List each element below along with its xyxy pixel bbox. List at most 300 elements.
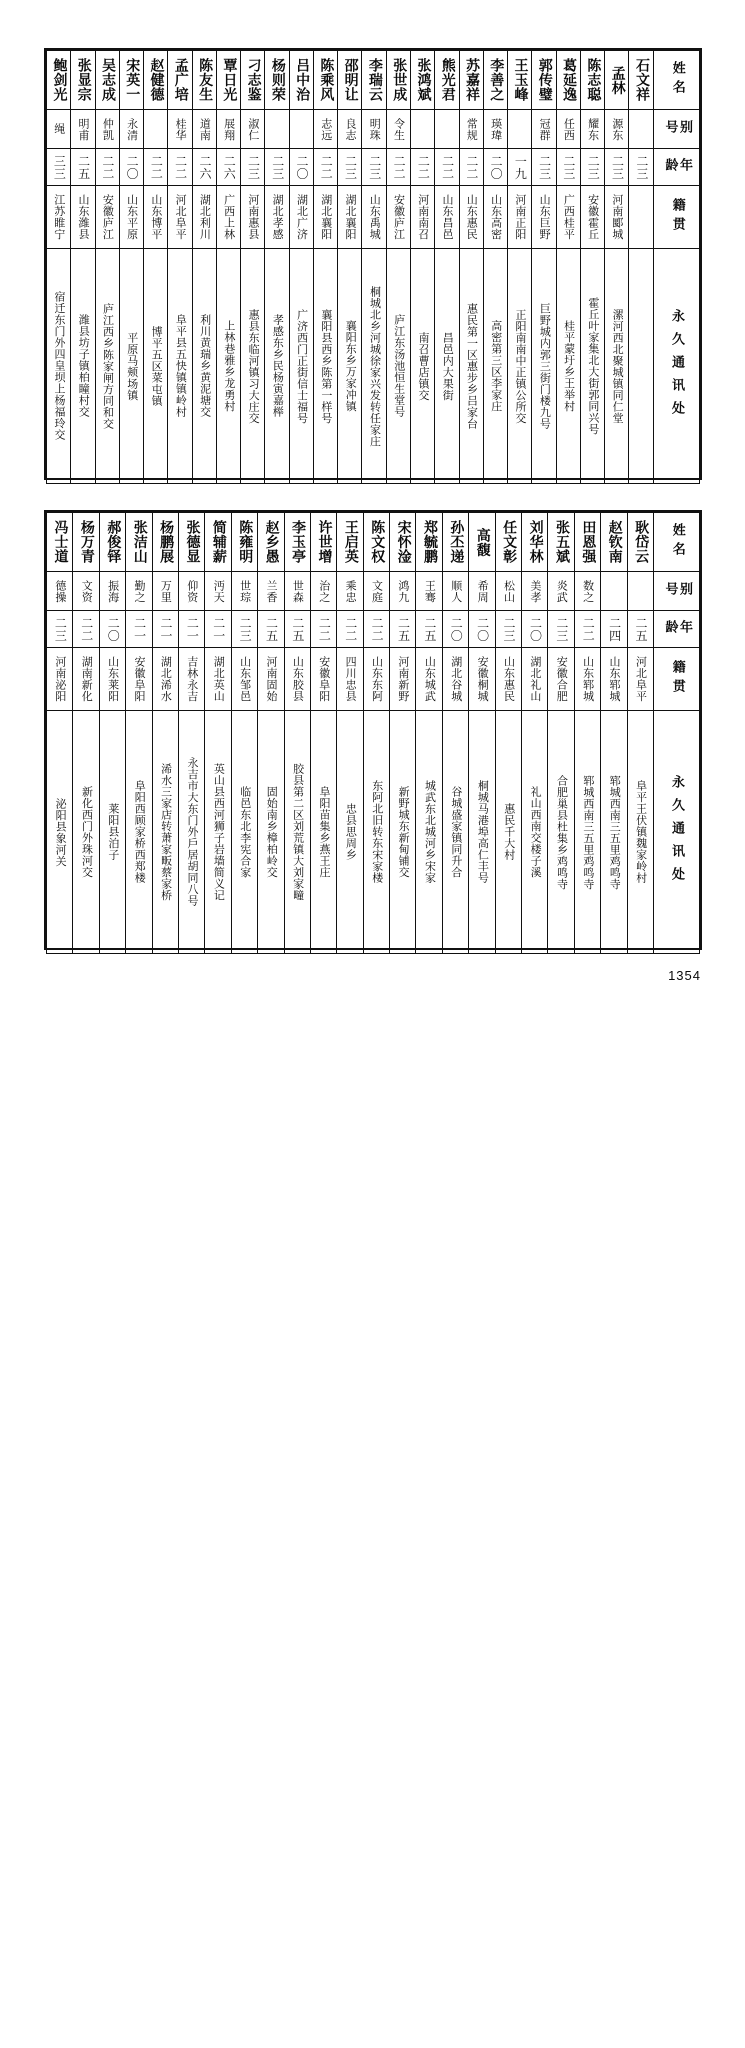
cell-origin-text: 四川忠县 [344, 656, 358, 702]
cell-age [205, 611, 231, 648]
cell-alias-text: 治之 [317, 579, 331, 603]
cell-age [495, 611, 521, 648]
cell-alias-text: 常规 [465, 117, 479, 141]
cell-alias-text: 乘忠 [344, 579, 358, 603]
cell-name-text: 陈友生 [197, 58, 214, 102]
cell-origin [601, 648, 627, 711]
cell-origin-text: 山东惠民 [502, 656, 516, 702]
cell-alias [338, 110, 362, 149]
cell-name [313, 51, 337, 110]
cell-origin-text: 安徽庐江 [392, 194, 406, 240]
cell-name-text: 鲍剑光 [51, 58, 68, 102]
cell-address-text: 潍县坊子镇柏瞳村交 [77, 314, 91, 418]
cell-origin [258, 648, 284, 711]
cell-address [508, 249, 532, 484]
cell-origin-text: 安徽庐江 [101, 194, 115, 240]
cell-age [119, 149, 143, 186]
cell-name-text: 郑毓鹏 [422, 520, 438, 564]
row-label-name-text: 姓名 [669, 523, 685, 561]
cell-name [469, 513, 495, 572]
cell-alias [556, 110, 580, 149]
cell-age-text: 二四 [607, 616, 622, 642]
cell-name-text: 杨则荣 [269, 58, 286, 102]
cell-address [469, 711, 495, 954]
cell-age [265, 149, 289, 186]
cell-age [442, 611, 468, 648]
cell-age-text: 二三 [586, 154, 601, 180]
cell-origin [99, 648, 125, 711]
cell-origin [605, 186, 629, 249]
cell-age [483, 149, 507, 186]
cell-age-text: 二三 [53, 616, 68, 642]
cell-alias [313, 110, 337, 149]
cell-alias [284, 572, 310, 611]
cell-name-text: 赵乡愚 [263, 520, 280, 564]
cell-address-text: 固始南乡樟柏岭交 [265, 786, 279, 878]
cell-alias [416, 572, 442, 611]
cell-name [126, 513, 152, 572]
cell-name [231, 513, 257, 572]
cell-name-text: 郝俊铎 [105, 520, 122, 564]
cell-alias [310, 572, 336, 611]
cell-alias [442, 572, 468, 611]
cell-address [580, 249, 604, 484]
cell-address [265, 249, 289, 484]
cell-alias-text: 明珠 [368, 117, 382, 141]
cell-name-text: 张德显 [184, 520, 201, 564]
cell-alias-text: 万里 [159, 579, 173, 603]
cell-address [574, 711, 600, 954]
cell-alias [459, 110, 483, 149]
cell-age-text: 二一 [158, 616, 173, 642]
row-label-origin-text: 籍贯 [669, 198, 685, 236]
table-row [47, 513, 700, 572]
cell-origin [337, 648, 363, 711]
cell-age-text: 二二 [392, 154, 407, 180]
cell-address [416, 711, 442, 954]
cell-alias-text: 振海 [106, 579, 120, 603]
cell-alias-text: 勤之 [133, 579, 147, 603]
cell-name [410, 51, 434, 110]
cell-alias [390, 572, 416, 611]
cell-age [310, 611, 336, 648]
cell-name [522, 513, 548, 572]
cell-address [601, 711, 627, 954]
cell-address-text: 桐城北乡河城徐家兴发转任家庄 [368, 285, 382, 447]
cell-age-text: 二五 [396, 616, 411, 642]
cell-alias [508, 110, 532, 149]
cell-origin-text: 湖北襄阳 [319, 194, 333, 240]
cell-name-text: 张鸿斌 [415, 58, 432, 102]
table-row [47, 572, 700, 611]
cell-origin [265, 186, 289, 249]
row-label-age-text: 年龄 [662, 619, 693, 639]
cell-name [152, 513, 178, 572]
cell-alias-text: 王骞 [423, 579, 437, 603]
cell-address-text: 阜阳西顾家桥西郑楼 [133, 780, 147, 884]
cell-alias [580, 110, 604, 149]
cell-name-text: 田恩强 [580, 520, 597, 564]
row-label-address-text: 永久通讯处 [669, 774, 685, 890]
row-label-age-text: 年龄 [662, 157, 693, 177]
cell-name [284, 513, 310, 572]
cell-address-text: 平原马颊场镇 [125, 331, 139, 401]
cell-address [548, 711, 574, 954]
cell-alias [386, 110, 410, 149]
cell-origin [548, 648, 574, 711]
cell-address [168, 249, 192, 484]
cell-alias-text: 令生 [392, 117, 406, 141]
cell-age-text: 二三 [246, 154, 261, 180]
cell-age-text: 二〇 [106, 616, 121, 642]
cell-address [231, 711, 257, 954]
cell-name [258, 513, 284, 572]
cell-age-text: 二三 [367, 154, 382, 180]
cell-age [47, 149, 71, 186]
cell-age [459, 149, 483, 186]
cell-name-text: 张世成 [391, 58, 408, 102]
cell-address [241, 249, 265, 484]
cell-address [192, 249, 216, 484]
cell-origin [192, 186, 216, 249]
cell-name [178, 513, 204, 572]
cell-name [556, 51, 580, 110]
table-row [47, 611, 700, 648]
cell-alias [216, 110, 240, 149]
row-label-address [654, 249, 700, 484]
cell-address-text: 惠县东临河镇习大庄交 [247, 308, 261, 424]
cell-name-text: 宋英一 [124, 58, 141, 102]
cell-age [548, 611, 574, 648]
cell-origin [338, 186, 362, 249]
page-number: 1354 [668, 968, 701, 983]
cell-address [483, 249, 507, 484]
cell-origin-text: 山东惠民 [465, 194, 479, 240]
table-row [47, 186, 700, 249]
cell-age-text: 二五 [76, 154, 91, 180]
cell-origin [416, 648, 442, 711]
cell-age-text: 二二 [581, 616, 596, 642]
cell-origin-text: 安徽合肥 [555, 656, 569, 702]
cell-age [386, 149, 410, 186]
cell-address-text: 东阿北旧转东宋家楼 [370, 780, 384, 884]
cell-address-text: 永吉市大东门外戶居胡同八号 [186, 757, 200, 907]
cell-address [284, 711, 310, 954]
cell-age-text: 二二 [416, 154, 431, 180]
cell-name [605, 51, 629, 110]
cell-alias [532, 110, 556, 149]
cell-age [152, 611, 178, 648]
cell-age [605, 149, 629, 186]
row-label-alias-text: 别号 [662, 581, 693, 601]
cell-name-text: 赵钦南 [606, 520, 623, 564]
cell-origin-text: 山东昌邑 [441, 194, 455, 240]
cell-address-text: 霍丘叶家集北大街郭同兴号 [586, 297, 600, 435]
cell-age-text: 二二 [370, 616, 385, 642]
cell-name-text: 覃日光 [221, 58, 238, 102]
cell-alias-text: 耀东 [586, 117, 600, 141]
cell-name-text: 陈志聪 [585, 58, 602, 102]
cell-name [47, 51, 71, 110]
cell-age-text: 二二 [319, 154, 334, 180]
cell-alias-text: 志远 [319, 117, 333, 141]
cell-origin [508, 186, 532, 249]
cell-origin-text: 安徽霍丘 [586, 194, 600, 240]
cell-age [362, 149, 386, 186]
cell-origin [435, 186, 459, 249]
table-row [47, 51, 700, 110]
cell-age [178, 611, 204, 648]
cell-name-text: 孟广培 [172, 58, 189, 102]
row-label-name-text: 姓名 [669, 61, 685, 99]
cell-age [580, 149, 604, 186]
cell-address [362, 249, 386, 484]
cell-age-text: 二二 [100, 154, 115, 180]
cell-address-text: 宿迁东门外四皇坝上杨福玲交 [53, 291, 66, 441]
row-label-address [654, 711, 700, 954]
cell-name [532, 51, 556, 110]
cell-address [47, 711, 73, 954]
cell-address-text: 襄阳东乡万家冲镇 [344, 320, 358, 412]
cell-age [289, 149, 313, 186]
cell-name-text: 简辅薪 [210, 520, 227, 564]
table-row [47, 149, 700, 186]
cell-address [410, 249, 434, 484]
cell-age [47, 611, 73, 648]
cell-age [144, 149, 168, 186]
cell-name [483, 51, 507, 110]
cell-origin-text: 山东东阿 [370, 656, 384, 702]
cell-name [416, 513, 442, 572]
cell-address [313, 249, 337, 484]
cell-alias [410, 110, 434, 149]
cell-origin [289, 186, 313, 249]
cell-name-text: 李善之 [488, 58, 505, 102]
cell-origin [495, 648, 521, 711]
cell-origin [442, 648, 468, 711]
cell-alias-text: 源东 [610, 117, 624, 141]
cell-age [99, 611, 125, 648]
cell-address-text: 南召曹店镇交 [416, 331, 430, 401]
cell-address-text: 泌阳县象河关 [54, 797, 68, 867]
cell-name-text: 张洁山 [131, 520, 148, 564]
cell-origin-text: 河南南召 [416, 194, 430, 240]
cell-age-text: 二〇 [295, 154, 309, 180]
cell-origin [629, 186, 654, 249]
cell-origin-text: 安徽阜阳 [317, 656, 331, 702]
cell-origin-text: 山东城武 [423, 656, 437, 702]
cell-origin-text: 河南泌阳 [53, 656, 67, 702]
cell-name [495, 513, 521, 572]
cell-name-text: 高馥 [474, 527, 491, 557]
cell-alias-text: 任西 [562, 117, 576, 141]
cell-address [338, 249, 362, 484]
cell-address-text: 桂平蒙圩乡王举村 [562, 320, 576, 412]
cell-age-text: 二六 [222, 154, 237, 180]
cell-name [435, 51, 459, 110]
cell-alias-text: 仰资 [185, 579, 199, 603]
cell-age-text: 二三 [238, 616, 253, 642]
cell-origin [580, 186, 604, 249]
cell-name [241, 51, 265, 110]
row-label-alias-text: 别号 [662, 119, 693, 139]
table-row [47, 249, 700, 484]
cell-age-text: 二〇 [449, 616, 464, 642]
cell-name [363, 513, 389, 572]
cell-name-text: 李瑞云 [366, 58, 383, 102]
cell-alias [47, 572, 73, 611]
cell-alias-text: 德操 [53, 579, 67, 603]
cell-origin-text: 湖北英山 [212, 656, 226, 702]
cell-name [337, 513, 363, 572]
cell-age-text: 二三 [561, 154, 576, 180]
cell-origin-text: 山东郓城 [581, 656, 595, 702]
cell-age-text: 二一 [211, 616, 226, 642]
cell-origin-text: 山东高密 [489, 194, 503, 240]
cell-address [556, 249, 580, 484]
cell-name [580, 51, 604, 110]
cell-origin [126, 648, 152, 711]
cell-address-text: 新野城东新甸铺交 [397, 786, 411, 878]
cell-name [144, 51, 168, 110]
cell-name [265, 51, 289, 110]
cell-address [47, 249, 71, 484]
cell-origin-text: 山东禹城 [368, 194, 382, 240]
cell-alias-text: 绳 [52, 123, 66, 135]
cell-alias-text: 美孝 [528, 579, 542, 603]
table-row [47, 648, 700, 711]
cell-alias-text: 冠群 [538, 117, 552, 141]
cell-age-text: 二二 [149, 154, 164, 180]
cell-name-text: 任文彰 [501, 520, 518, 564]
cell-address-text: 广济西门正街信士福号 [295, 308, 309, 424]
cell-alias-text: 文资 [80, 579, 94, 603]
cell-alias [126, 572, 152, 611]
cell-alias-text: 兰香 [264, 579, 278, 603]
cell-alias-text: 沔天 [212, 579, 226, 603]
cell-alias [231, 572, 257, 611]
cell-alias [119, 110, 143, 149]
cell-origin [95, 186, 119, 249]
cell-alias [469, 572, 495, 611]
cell-age-text: 二五 [264, 616, 279, 642]
cell-origin [310, 648, 336, 711]
cell-alias-text: 永清 [125, 117, 139, 141]
cell-address [310, 711, 336, 954]
cell-age [95, 149, 119, 186]
cell-age-text: 二二 [79, 616, 94, 642]
cell-alias [363, 572, 389, 611]
row-label-alias [654, 110, 700, 149]
cell-address-text: 上林巷雅乡龙勇村 [222, 320, 236, 412]
cell-origin-text: 广西上林 [222, 194, 236, 240]
cell-address [390, 711, 416, 954]
cell-alias-text: 瑛瑋 [489, 117, 503, 141]
cell-origin-text: 山东巨野 [538, 194, 552, 240]
cell-alias [548, 572, 574, 611]
cell-age [241, 149, 265, 186]
cell-alias [495, 572, 521, 611]
cell-origin [363, 648, 389, 711]
cell-address [216, 249, 240, 484]
cell-name [310, 513, 336, 572]
cell-name-text: 陈乘风 [318, 58, 335, 102]
table-row [47, 711, 700, 954]
cell-alias [435, 110, 459, 149]
cell-name-text: 王玉峰 [512, 58, 529, 102]
cell-origin-text: 山东胶县 [291, 656, 305, 702]
cell-name-text: 刘华林 [527, 520, 544, 564]
cell-address-text: 浠水三家店转萧家畈蔡家桥 [159, 763, 173, 901]
cell-alias [265, 110, 289, 149]
cell-alias-text: 希周 [476, 579, 490, 603]
cell-name-text: 赵健德 [148, 58, 165, 102]
cell-name [601, 513, 627, 572]
cell-name [99, 513, 125, 572]
cell-origin [483, 186, 507, 249]
cell-origin-text: 吉林永吉 [185, 656, 199, 702]
row-label-alias [654, 572, 700, 611]
cell-address [126, 711, 152, 954]
cell-alias [178, 572, 204, 611]
cell-origin-text: 河北阜平 [174, 194, 188, 240]
cell-age [231, 611, 257, 648]
cell-alias [483, 110, 507, 149]
cell-alias [192, 110, 216, 149]
cell-age [363, 611, 389, 648]
cell-name [390, 513, 416, 572]
cell-alias-text: 仲凯 [101, 117, 115, 141]
cell-name-text: 杨鹏展 [158, 520, 175, 564]
cell-age-text: 二一 [185, 616, 200, 642]
cell-name [73, 513, 99, 572]
cell-alias-text: 明甫 [77, 117, 91, 141]
cell-origin [241, 186, 265, 249]
cell-alias [337, 572, 363, 611]
cell-address-text: 桐城马港埠高仁丰号 [476, 780, 490, 884]
cell-name [629, 51, 654, 110]
cell-age [627, 611, 653, 648]
cell-name [47, 513, 73, 572]
cell-origin [410, 186, 434, 249]
cell-alias-text: 淑仁 [246, 117, 260, 141]
cell-age-text: 二二 [464, 154, 479, 180]
cell-alias-text: 世森 [291, 579, 305, 603]
cell-origin [119, 186, 143, 249]
cell-name-text: 宋怀淦 [395, 520, 412, 564]
cell-address-text: 孝感东乡民杨寅嘉榉 [271, 314, 285, 418]
cell-address-text: 郓城西南三五里鸡鸣寺 [581, 774, 595, 890]
cell-age [126, 611, 152, 648]
cell-alias-text: 数之 [581, 579, 595, 603]
cell-alias [73, 572, 99, 611]
cell-name-text: 陈文权 [369, 520, 386, 564]
cell-name [71, 51, 95, 110]
cell-address [119, 249, 143, 484]
cell-origin-text: 河北阜平 [634, 656, 648, 702]
cell-origin [152, 648, 178, 711]
cell-address-text: 利川黄瑞乡黄泥塘交 [198, 314, 212, 418]
cell-age [435, 149, 459, 186]
row-label-origin [654, 648, 700, 711]
cell-age-text: 二三 [610, 154, 625, 180]
cell-alias-text: 文庭 [370, 579, 384, 603]
cell-address-text: 惠民第一区惠步乡吕家台 [465, 302, 479, 430]
cell-name [627, 513, 653, 572]
cell-origin [574, 648, 600, 711]
cell-address [532, 249, 556, 484]
cell-origin-text: 湖南新化 [80, 656, 94, 702]
